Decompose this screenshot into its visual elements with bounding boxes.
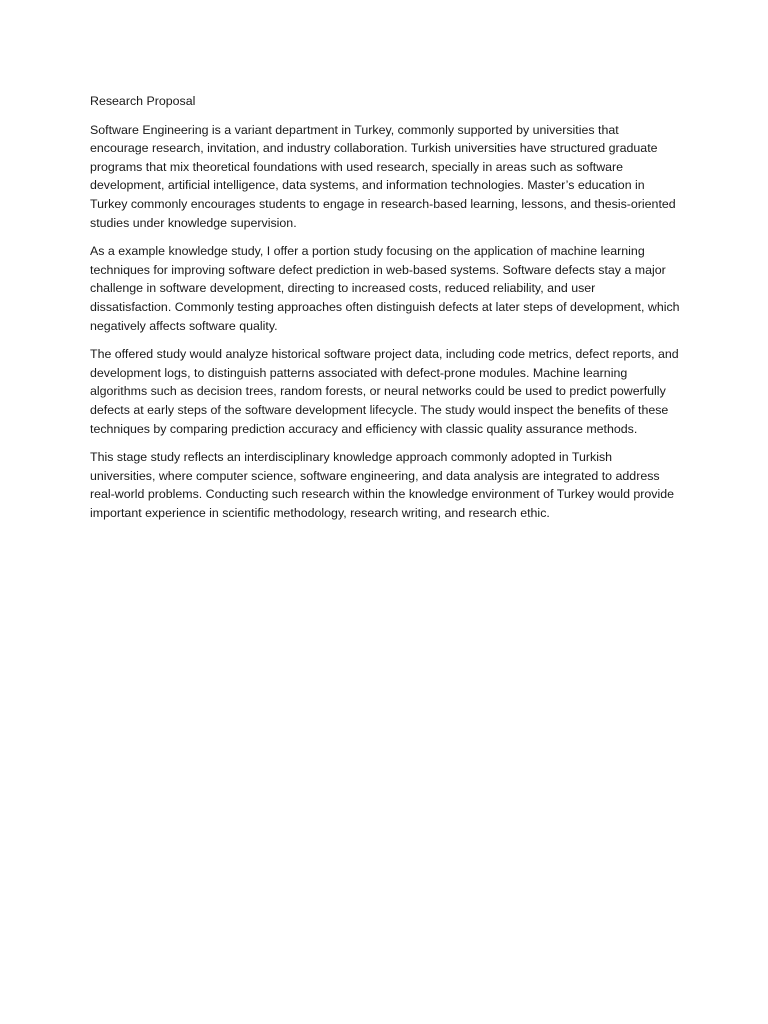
document-body <box>90 92 680 532</box>
paragraph-methodology: The offered study would analyze historical software project data, including code metrics, defect reports, and development logs, to distinguish patterns associated with defect-prone modules. Machine learning algorithms such as decision trees, random forests, or neural networks could be used to predict powerfully defects at early steps of the software development lifecycle. The study would inspect the benefits of these techniques by comparing prediction accuracy and efficiency with classic quality assurance methods. <box>90 347 679 436</box>
paragraph-study-focus: As a example knowledge study, I offer a portion study focusing on the application of machine learning techniques for improving software defect prediction in web-based systems. Software defects stay a major challenge in software development, directing to increased costs, reduced reliability, and user dissatisfaction. Commonly testing approaches often distinguish defects at later steps of development, which negatively affects software quality. <box>90 244 680 333</box>
paragraph-conclusion: This stage study reflects an interdisciplinary knowledge approach commonly adopted in Turkish universities, where computer science, software engineering, and data analysis are integrated to address real-world problems. Conducting such research within the knowledge environment of Turkey would provide important experience in scientific methodology, research writing, and research ethic. <box>90 450 675 520</box>
document-title: Research Proposal <box>90 94 196 108</box>
paragraph-intro: Software Engineering is a variant department in Turkey, commonly supported by universities that encourage research, invitation, and industry collaboration. Turkish universities have structured graduate programs that mix theoretical foundations with used research, specially in areas such as software development, artificial intelligence, data systems, and information technologies. Master’s education in Turkey commonly encourages students to engage in research-based learning, lessons, and thesis-oriented studies under knowledge supervision. <box>90 122 676 230</box>
